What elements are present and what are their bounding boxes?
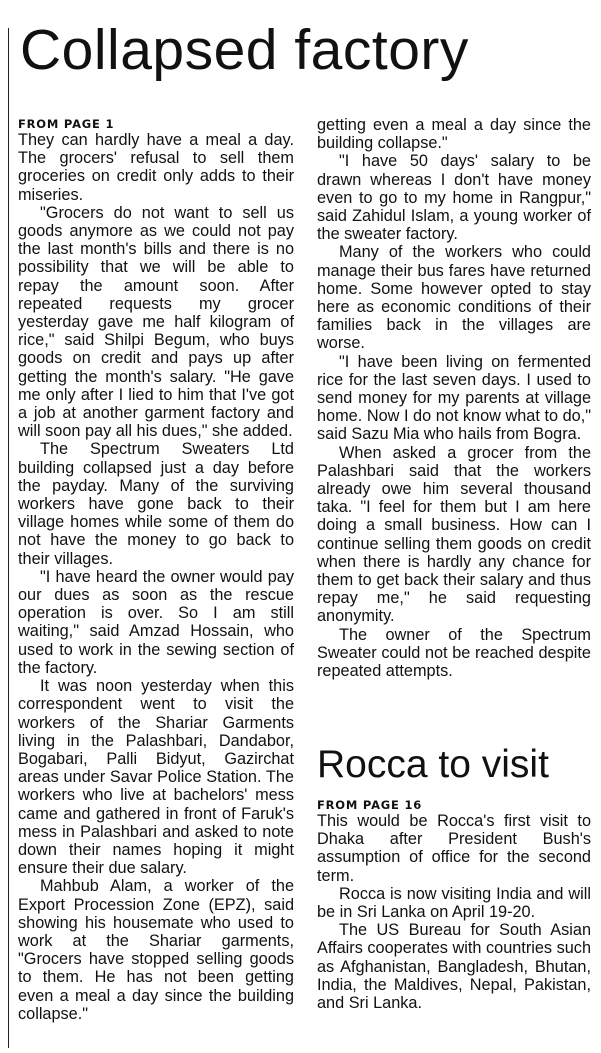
story1-column-1: [18, 117, 294, 1023]
headline-collapsed-factory: Collapsed factory: [20, 18, 469, 82]
story1-column-2: [317, 116, 591, 680]
headline-rocca-to-visit: Rocca to visit: [317, 743, 549, 786]
paragraph: Many of the workers who could manage their bus fares have returned home. Some however opted to stay here as economic conditions of their families back in the villages are worse.: [317, 243, 591, 353]
paragraph: The Spectrum Sweaters Ltd building collapsed just a day before the payday. Many of the surviving workers have gone back to their village homes while some of them do not have the money to go back to their villages.: [18, 440, 294, 568]
kicker-from-page-1: FROM PAGE 1: [18, 117, 115, 131]
paragraph: "Grocers do not want to sell us goods anymore as we could not pay the last month's bills and there is no possibility that we will be able to repay the amount soon. After repeated requests my grocer yesterday gave me half kilogram of rice," said Shilpi Begum, who buys goods on credit and pays up after getting the month's salary. "He gave me only after I lied to him that I've got a job at another garment factory and will soon pay all his dues," she added.: [18, 203, 294, 441]
paragraph: The US Bureau for South Asian Affairs cooperates with countries such as Afghanistan, Bangladesh, Bhutan, India, the Maldives, Nepal, Pakistan, and Sri Lanka.: [317, 921, 591, 1013]
paragraph-continuation: getting even a meal a day since the building collapse.": [317, 116, 591, 153]
paragraph: "I have been living on fermented rice for the last seven days. I used to send money for my parents at village home. Now I do not know what to do," said Sazu Mia who hails from Bogra.: [317, 352, 591, 444]
kicker-from-page-16: FROM PAGE 16: [317, 798, 423, 812]
paragraph: Rocca is now visiting India and will be in Sri Lanka on April 19-20.: [317, 884, 591, 922]
paragraph: When asked a grocer from the Palashbari said that the workers already owe him several thousand taka. "I feel for them but I am here doing a small business. How can I continue selling them goods on credit when there is hardly any chance for them to get back their salary and thus repay me," he said requesting anonymity.: [317, 443, 591, 626]
paragraph-continued: Mahbub Alam, a worker of the Export Procession Zone (EPZ), said showing his housemate who used to work at the Shariar garments, "Grocers have stopped selling goods to them. He has not been getting even a meal a day since the building collapse.": [18, 877, 294, 1023]
paragraph: It was noon yesterday when this correspondent went to visit the workers of the Shariar Garments living in the Palashbari, Dandabor, Bogabari, Palli Bidyut, Gazirchat areas under Savar Police Station. The workers who live at bachelors' mess came and gathered in front of Faruk's mess in Palashbari and asked to note down their names hoping it might ensure their due salary.: [18, 677, 294, 878]
paragraph: They can hardly have a meal a day. The grocers' refusal to sell them groceries on credit only adds to their miseries.: [18, 131, 294, 204]
paragraph: "I have heard the owner would pay our dues as soon as the rescue operation is over. So I am still waiting," said Amzad Hossain, who used to work in the sewing section of the factory.: [18, 567, 294, 677]
story2-column: [317, 798, 591, 1012]
paragraph: The owner of the Spectrum Sweater could not be reached despite repeated attempts.: [317, 625, 591, 681]
column-rule: [8, 28, 9, 1048]
paragraph: "I have 50 days' salary to be drawn whereas I don't have money even to go to my home in Rangpur," said Zahidul Islam, a young worker of the sweater factory.: [317, 152, 591, 244]
paragraph: This would be Rocca's first visit to Dhaka after President Bush's assumption of office for the second term.: [317, 812, 591, 885]
